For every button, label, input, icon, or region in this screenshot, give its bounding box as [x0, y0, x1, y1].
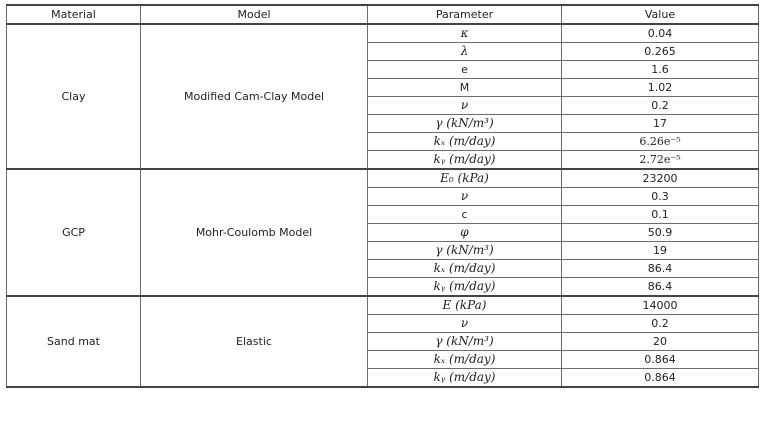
value-cell: 86.4: [562, 278, 759, 297]
parameter-cell: γ (kN/m³): [368, 242, 562, 260]
model-cell: Modified Cam-Clay Model: [141, 24, 368, 169]
table-body: [7, 24, 759, 387]
header-material: Material: [7, 5, 141, 24]
parameter-cell: γ (kN/m³): [368, 333, 562, 351]
header-parameter: Parameter: [368, 5, 562, 24]
parameter-cell: λ: [368, 43, 562, 61]
parameter-cell: kᵧ (m/day): [368, 151, 562, 170]
header-value: Value: [562, 5, 759, 24]
value-cell: 0.1: [562, 206, 759, 224]
parameter-cell: κ: [368, 24, 562, 43]
header-model: Model: [141, 5, 368, 24]
table-row: [7, 169, 759, 188]
material-cell: Clay: [7, 24, 141, 169]
value-cell: 1.02: [562, 79, 759, 97]
parameter-cell: kᵧ (m/day): [368, 278, 562, 297]
value-cell: 23200: [562, 169, 759, 188]
material-cell: GCP: [7, 169, 141, 296]
parameter-cell: kₓ (m/day): [368, 351, 562, 369]
value-cell: 86.4: [562, 260, 759, 278]
parameter-cell: γ (kN/m³): [368, 115, 562, 133]
value-cell: 6.26e⁻⁵: [562, 133, 759, 151]
value-cell: 20: [562, 333, 759, 351]
value-cell: 0.864: [562, 351, 759, 369]
parameter-cell: c: [368, 206, 562, 224]
value-cell: 1.6: [562, 61, 759, 79]
value-cell: 50.9: [562, 224, 759, 242]
value-cell: 0.2: [562, 315, 759, 333]
table-row: [7, 296, 759, 315]
parameter-cell: ν: [368, 97, 562, 115]
value-cell: 0.265: [562, 43, 759, 61]
value-cell: 14000: [562, 296, 759, 315]
parameter-cell: kᵧ (m/day): [368, 369, 562, 388]
parameter-cell: M: [368, 79, 562, 97]
table-row: [7, 24, 759, 43]
parameter-cell: ν: [368, 315, 562, 333]
parameter-cell: e: [368, 61, 562, 79]
parameter-cell: φ: [368, 224, 562, 242]
value-cell: 2.72e⁻⁵: [562, 151, 759, 170]
value-cell: 0.04: [562, 24, 759, 43]
parameter-cell: ν: [368, 188, 562, 206]
value-cell: 0.2: [562, 97, 759, 115]
material-cell: Sand mat: [7, 296, 141, 387]
header-row: [7, 5, 759, 24]
value-cell: 0.864: [562, 369, 759, 388]
parameter-cell: kₓ (m/day): [368, 260, 562, 278]
parameter-table: [6, 4, 759, 388]
model-cell: Mohr-Coulomb Model: [141, 169, 368, 296]
model-cell: Elastic: [141, 296, 368, 387]
parameter-cell: kₓ (m/day): [368, 133, 562, 151]
parameter-cell: E (kPa): [368, 296, 562, 315]
value-cell: 0.3: [562, 188, 759, 206]
value-cell: 19: [562, 242, 759, 260]
parameter-cell: E₀ (kPa): [368, 169, 562, 188]
value-cell: 17: [562, 115, 759, 133]
